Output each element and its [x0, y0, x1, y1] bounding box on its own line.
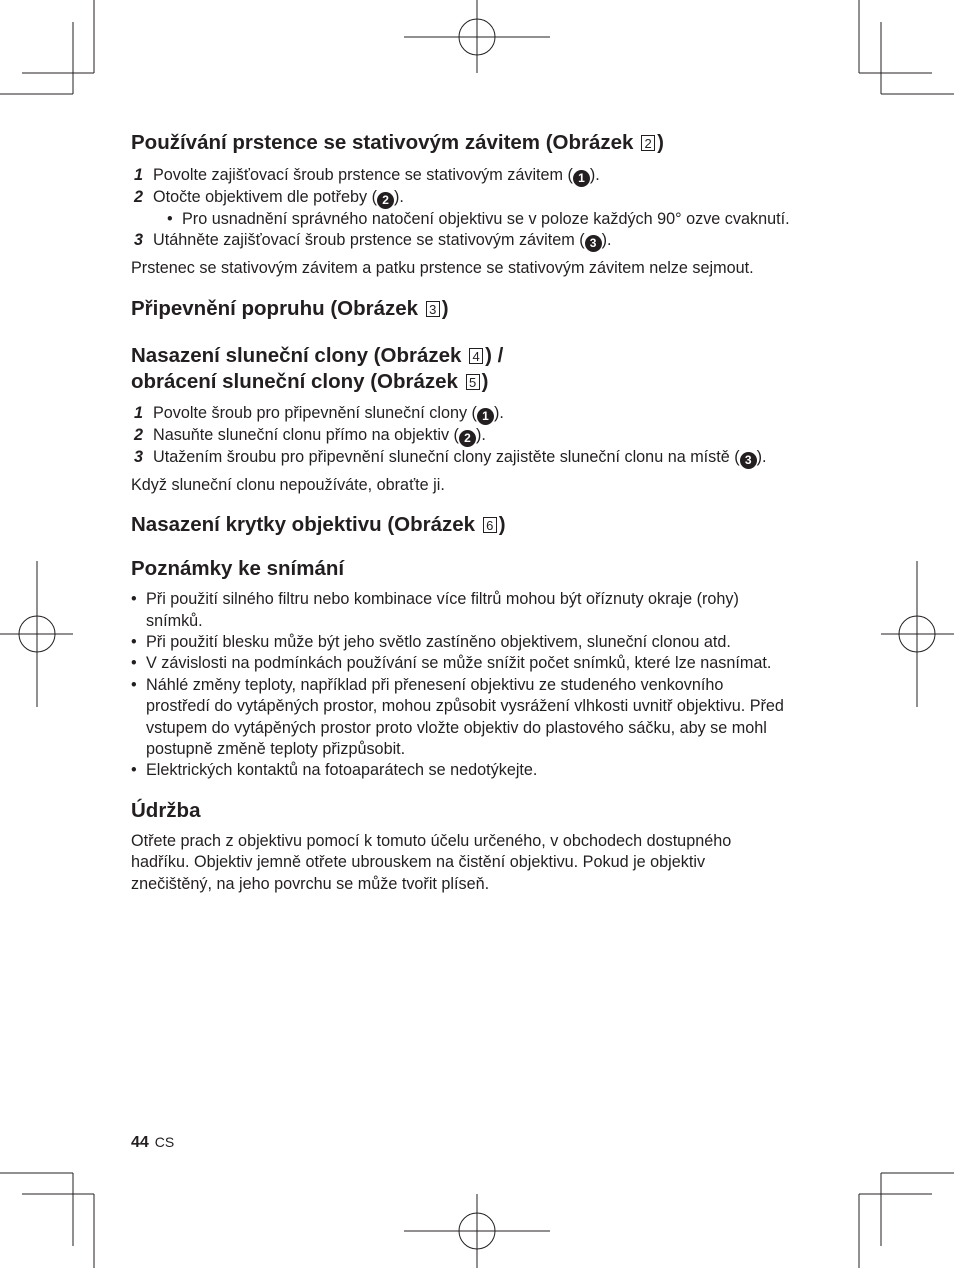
- step-text: Utažením šroubu pro připevnění sluneční clony zajistěte sluneční clonu na místě (: [153, 447, 740, 466]
- title-end: ): [498, 513, 506, 537]
- note-paragraph: Když sluneční clonu nepoužíváte, obraťte ji.: [131, 475, 445, 494]
- step-number: 1: [134, 403, 144, 422]
- notes-list: [131, 589, 790, 782]
- step-text: Otočte objektivem dle potřeby (: [153, 188, 378, 206]
- section-tripod-ring: [131, 131, 790, 280]
- steps-list: [131, 165, 790, 252]
- list-item: • Elektrických kontaktů na fotoaparátech se nedotýkejte.: [131, 760, 790, 781]
- circled-number-icon: 3: [740, 452, 757, 469]
- section-shooting-notes: [131, 557, 790, 782]
- step-number: 2: [134, 188, 144, 206]
- page-number: 44: [131, 1134, 149, 1151]
- circled-number-icon: 3: [585, 235, 602, 252]
- title-end: ): [441, 296, 449, 320]
- title-text: Připevnění popruhu (Obrázek: [131, 296, 424, 320]
- circled-number-icon: 2: [377, 192, 394, 209]
- figure-number-box: 6: [483, 517, 497, 533]
- step-text: Utáhněte zajišťovací šroub prstence se stativovým závitem (: [153, 231, 585, 250]
- section-strap: [131, 297, 790, 323]
- figure-number-box: 5: [466, 374, 480, 390]
- figure-number-box: 4: [469, 348, 483, 364]
- circled-number-icon: 1: [477, 408, 494, 425]
- step-number: 2: [134, 425, 144, 444]
- step-text: Povolte zajišťovací šroub prstence se stativovým závitem (: [153, 166, 573, 184]
- list-item: • V závislosti na podmínkách používání se může snížit počet snímků, které lze nasnímat.: [131, 653, 790, 674]
- steps-list: [131, 403, 790, 469]
- step-text: Nasuňte sluneční clonu přímo na objektiv (: [153, 425, 459, 444]
- step-number: 3: [134, 447, 144, 466]
- list-item: • Při použití blesku může být jeho světlo zastíněno objektivem, sluneční clonou atd.: [131, 632, 790, 653]
- step-text-end: ).: [756, 447, 767, 466]
- title-end: ): [481, 369, 489, 393]
- page-content: [131, 127, 790, 895]
- title-text: Nasazení sluneční clony (Obrázek: [131, 343, 468, 367]
- step-text-end: ).: [394, 188, 404, 206]
- section-title-tripod: [131, 131, 790, 157]
- figure-number-box: 2: [641, 135, 655, 151]
- title-end: ) /: [485, 343, 504, 367]
- step-item: [131, 187, 790, 230]
- step-item: [131, 230, 790, 252]
- section-title-cap: [131, 513, 790, 539]
- title-text: Používání prstence se stativovým závitem (Obrázek: [131, 131, 640, 154]
- title-text: obrácení sluneční clony (Obrázek: [131, 369, 464, 393]
- sub-bullet: • Pro usnadnění správného natočení objektivu se v poloze každých 90° ozve cvaknutí.: [167, 209, 790, 230]
- title-end: ): [657, 131, 664, 154]
- section-title-maintenance: [131, 799, 790, 825]
- section-title-strap: [131, 297, 790, 323]
- note-paragraph: Prstenec se stativovým závitem a patku prstence se stativovým závitem nelze sejmout.: [131, 259, 754, 278]
- step-item: [131, 447, 790, 469]
- step-text-end: ).: [475, 425, 486, 444]
- list-item: • Náhlé změny teploty, například při přenesení objektivu ze studeného venkovního prostředí do vytápěných prostor, mohou způsobit vysrážení vlhkosti uvnitř objektivu. Před vstupem do vytápěných prostor proto vložte objektiv do plastového sáčku, aby se mohl postupně změně teploty přizpůsobit.: [131, 675, 790, 761]
- circled-number-icon: 1: [573, 170, 590, 187]
- title-text: Údržba: [131, 798, 201, 822]
- section-maintenance: [131, 799, 790, 895]
- sub-bullet-list: [153, 209, 790, 230]
- circled-number-icon: 2: [459, 430, 476, 447]
- figure-number-box: 3: [426, 301, 440, 317]
- page-footer: [131, 1134, 174, 1152]
- list-item: • Při použití silného filtru nebo kombinace více filtrů mohou být oříznuty okraje (rohy) snímků.: [131, 589, 790, 632]
- section-lens-hood: [131, 343, 790, 496]
- step-item: [131, 403, 790, 425]
- step-text-end: ).: [493, 403, 504, 422]
- step-number: 3: [134, 231, 144, 250]
- maintenance-paragraph: Otřete prach z objektivu pomocí k tomuto účelu určeného, v obchodech dostupného hadříku. Objektiv jemně otřete ubrouskem na čistění objektivu. Pokud je objektiv znečištěný, na jeho povrchu se může tvořit plíseň.: [131, 831, 732, 893]
- step-text-end: ).: [589, 166, 600, 184]
- section-title-notes: [131, 557, 790, 583]
- step-text-end: ).: [601, 231, 612, 250]
- section-lens-cap: [131, 513, 790, 539]
- section-title-hood: [131, 343, 790, 397]
- step-text: Povolte šroub pro připevnění sluneční clony (: [153, 403, 477, 422]
- language-code: CS: [154, 1134, 175, 1150]
- step-item: [131, 165, 790, 187]
- title-text: Nasazení krytky objektivu (Obrázek: [131, 513, 481, 537]
- step-item: [131, 425, 790, 447]
- title-text: Poznámky ke snímání: [131, 557, 345, 581]
- step-number: 1: [134, 166, 144, 184]
